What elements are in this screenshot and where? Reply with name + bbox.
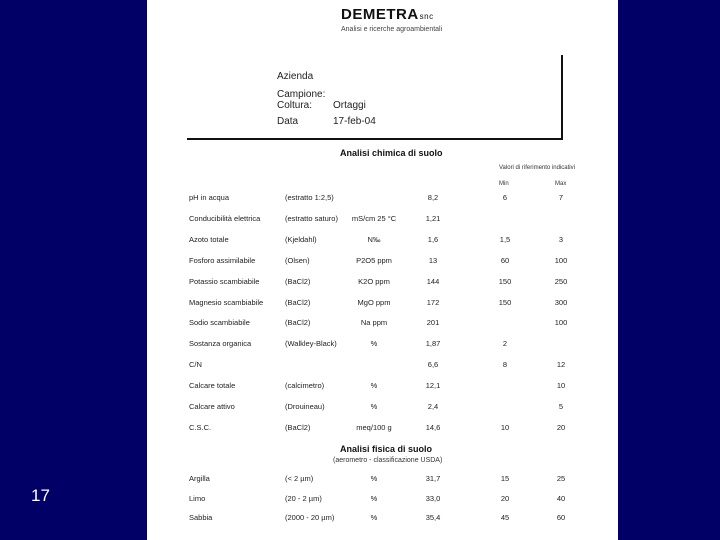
cell-method: (Olsen) <box>285 255 310 265</box>
cell-param: Argilla <box>189 474 210 483</box>
cell-value: 144 <box>426 276 440 286</box>
cell-param: Sostanza organica <box>189 339 252 349</box>
table-row <box>147 494 618 508</box>
info-row-azienda <box>277 71 333 82</box>
cell-method: (BaCl2) <box>285 297 311 307</box>
cell-method: (Walkley-Black) <box>285 339 337 349</box>
table-row <box>147 513 618 527</box>
lab-name-suffix: snc <box>419 12 434 21</box>
cell-param: Azoto totale <box>189 234 229 244</box>
cell-method: (BaCl2) <box>285 318 311 328</box>
cell-param: Limo <box>189 493 206 503</box>
cell-value: 201 <box>426 318 440 328</box>
cell-max: 100 <box>554 255 568 265</box>
cell-param: Calcare totale <box>189 381 236 391</box>
table-row <box>147 381 618 395</box>
cell-value: 8,2 <box>427 193 439 202</box>
cell-min: 2 <box>502 339 508 349</box>
table-row <box>147 402 618 416</box>
cell-max: 7 <box>558 193 564 202</box>
cell-max: 40 <box>556 493 566 503</box>
cell-method: (< 2 µm) <box>285 474 314 483</box>
sample-info-box <box>187 55 563 140</box>
lab-subtitle: Analisi e ricerche agroambientali <box>341 26 443 33</box>
table-row <box>147 298 618 312</box>
cell-method: (Drouineau) <box>285 402 325 411</box>
cell-min: 10 <box>500 422 510 432</box>
cell-value: 1,87 <box>425 339 441 349</box>
cell-value: 14,6 <box>425 422 441 432</box>
cell-max: 250 <box>554 276 568 286</box>
cell-max: 5 <box>558 402 564 411</box>
cell-max: 25 <box>556 474 566 483</box>
cell-value: 12,1 <box>425 381 441 391</box>
cell-value: 35,4 <box>425 513 441 522</box>
table-row <box>147 474 618 488</box>
cell-value: 1,21 <box>425 213 441 223</box>
table-row <box>147 423 618 437</box>
info-row-data <box>277 116 376 127</box>
cell-max: 12 <box>556 360 566 370</box>
reference-values-header: Valori di riferimento indicativi <box>499 165 575 171</box>
cell-unit: % <box>370 513 378 522</box>
cell-value: 2,4 <box>427 402 439 411</box>
chemical-analysis-title: Analisi chimica di suolo <box>340 148 443 158</box>
cell-min: 15 <box>500 474 510 483</box>
cell-unit: P2O5 ppm <box>356 255 392 265</box>
table-row <box>147 193 618 207</box>
lab-name: DEMETRA <box>341 6 419 23</box>
cell-param: Potassio scambiabile <box>189 276 260 286</box>
cell-value: 33,0 <box>425 493 441 503</box>
cell-value: 31,7 <box>425 474 441 483</box>
cell-unit: % <box>370 402 378 411</box>
cell-method: (2000 - 20 µm) <box>285 513 335 522</box>
cell-param: Conducibilità elettrica <box>189 213 261 223</box>
max-column-header: Max <box>555 181 567 187</box>
info-row-coltura <box>277 100 366 111</box>
cell-max: 100 <box>554 318 568 328</box>
table-row <box>147 256 618 270</box>
cell-value: 6,6 <box>427 360 439 370</box>
cell-min: 45 <box>500 513 510 522</box>
cell-method: (Kjeldahl) <box>285 234 317 244</box>
cell-max: 300 <box>554 297 568 307</box>
cell-value: 13 <box>428 255 438 265</box>
table-row <box>147 235 618 249</box>
cell-value: 1,6 <box>427 234 439 244</box>
table-row <box>147 318 618 332</box>
info-value: Ortaggi <box>333 100 366 111</box>
table-row <box>147 214 618 228</box>
info-label: Azienda <box>277 71 314 82</box>
cell-max: 10 <box>556 381 566 391</box>
cell-param: Sabbia <box>189 513 213 522</box>
min-column-header: Min <box>499 181 509 187</box>
cell-unit: mS/cm 25 °C <box>351 213 397 223</box>
cell-unit: MgO ppm <box>357 297 391 307</box>
cell-max: 60 <box>556 513 566 522</box>
info-label: Campione: <box>277 89 326 100</box>
cell-min: 150 <box>498 276 512 286</box>
cell-min: 60 <box>500 255 510 265</box>
cell-param: Fosforo assimilabile <box>189 255 256 265</box>
table-row <box>147 360 618 374</box>
cell-unit: meq/100 g <box>356 422 392 432</box>
cell-min: 1,5 <box>499 234 511 244</box>
cell-param: pH in acqua <box>189 193 230 202</box>
info-label: Coltura: <box>277 100 313 111</box>
cell-unit: % <box>370 339 378 349</box>
cell-unit: Na ppm <box>360 318 388 328</box>
document-page <box>147 0 618 540</box>
cell-unit: K2O ppm <box>358 276 390 286</box>
cell-method: (calcimetro) <box>285 381 325 391</box>
cell-param: Magnesio scambiabile <box>189 297 264 307</box>
cell-unit: % <box>370 474 378 483</box>
cell-value: 172 <box>426 297 440 307</box>
cell-min: 20 <box>500 493 510 503</box>
cell-method: (estratto 1:2,5) <box>285 193 334 202</box>
table-row <box>147 339 618 353</box>
cell-min: 6 <box>502 193 508 202</box>
cell-max: 3 <box>558 234 564 244</box>
cell-unit: N‰ <box>367 234 381 244</box>
physical-analysis-title: Analisi fisica di suolo <box>340 444 433 454</box>
cell-param: Calcare attivo <box>189 402 235 411</box>
info-row-campione <box>277 89 333 100</box>
cell-max: 20 <box>556 422 566 432</box>
cell-unit: % <box>370 493 378 503</box>
cell-method: (20 - 2 µm) <box>285 493 322 503</box>
lab-title <box>341 6 434 23</box>
slide-number: 17 <box>31 486 50 505</box>
cell-unit: % <box>370 381 378 391</box>
table-row <box>147 277 618 291</box>
info-label: Data <box>277 116 299 127</box>
cell-method: (estratto saturo) <box>285 213 338 223</box>
cell-param: Sodio scambiabile <box>189 318 250 328</box>
cell-param: C.S.C. <box>189 422 212 432</box>
cell-method: (BaCl2) <box>285 276 311 286</box>
cell-method: (BaCl2) <box>285 422 311 432</box>
info-value: 17-feb-04 <box>333 116 376 127</box>
cell-param: C/N <box>189 360 202 370</box>
cell-min: 8 <box>502 360 508 370</box>
physical-analysis-subtitle: (aerometro - classificazione USDA) <box>333 457 443 464</box>
cell-min: 150 <box>498 297 512 307</box>
